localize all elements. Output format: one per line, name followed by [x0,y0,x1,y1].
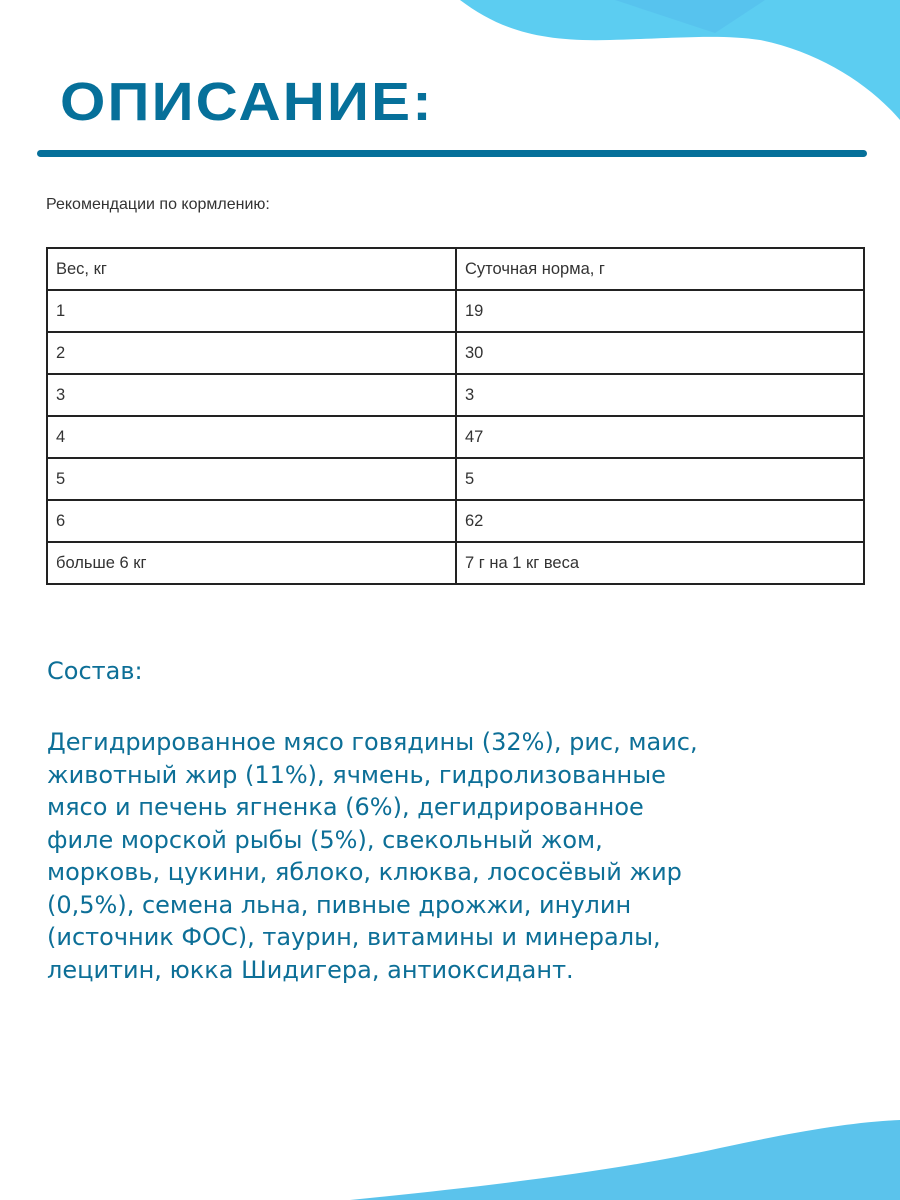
composition-line: филе морской рыбы (5%), свекольный жом, [47,825,603,854]
cell-daily-norm: 5 [456,458,864,500]
cell-daily-norm: 47 [456,416,864,458]
table-row [47,416,864,458]
cell-weight: больше 6 кг [47,542,456,584]
cell-daily-norm: 30 [456,332,864,374]
cell-weight: 3 [47,374,456,416]
composition-line: (источник ФОС), таурин, витамины и минералы, [47,923,661,951]
cell-daily-norm: 62 [456,500,864,542]
feeding-table [46,247,865,585]
header-weight: Вес, кг [47,248,456,290]
cell-weight: 1 [47,290,456,332]
table-row [47,458,864,500]
composition-line: лецитин, юкка Шидигера, антиоксидант. [47,955,574,984]
cell-daily-norm: 19 [456,290,864,332]
table-row [47,290,864,332]
composition-text [47,726,847,986]
cell-weight: 6 [47,500,456,542]
cell-weight: 5 [47,458,456,500]
title-divider [37,150,867,157]
table-row [47,332,864,374]
table-row [47,542,864,584]
table-row [47,374,864,416]
bottom-wave-shape [350,1120,900,1200]
table-row [47,500,864,542]
composition-title: Состав: [47,657,143,685]
composition-line: мясо и печень ягненка (6%), дегидрированное [47,793,644,821]
composition-line: (0,5%), семена льна, пивные дрожжи, инулин [47,890,632,919]
composition-line: Дегидрированное мясо говядины (32%), рис, маис, [47,728,698,756]
composition-line: животный жир (11%), ячмень, гидролизованные [47,760,666,789]
cell-daily-norm: 7 г на 1 кг веса [456,542,864,584]
cell-weight: 4 [47,416,456,458]
feeding-recommendations-label: Рекомендации по кормлению: [46,196,270,213]
cell-daily-norm: 3 [456,374,864,416]
table-header-row [47,248,864,290]
page-title: ОПИСАНИЕ: [60,72,434,132]
header-daily-norm: Суточная норма, г [456,248,864,290]
cell-weight: 2 [47,332,456,374]
composition-line: морковь, цукини, яблоко, клюква, лососёвый жир [47,858,682,886]
